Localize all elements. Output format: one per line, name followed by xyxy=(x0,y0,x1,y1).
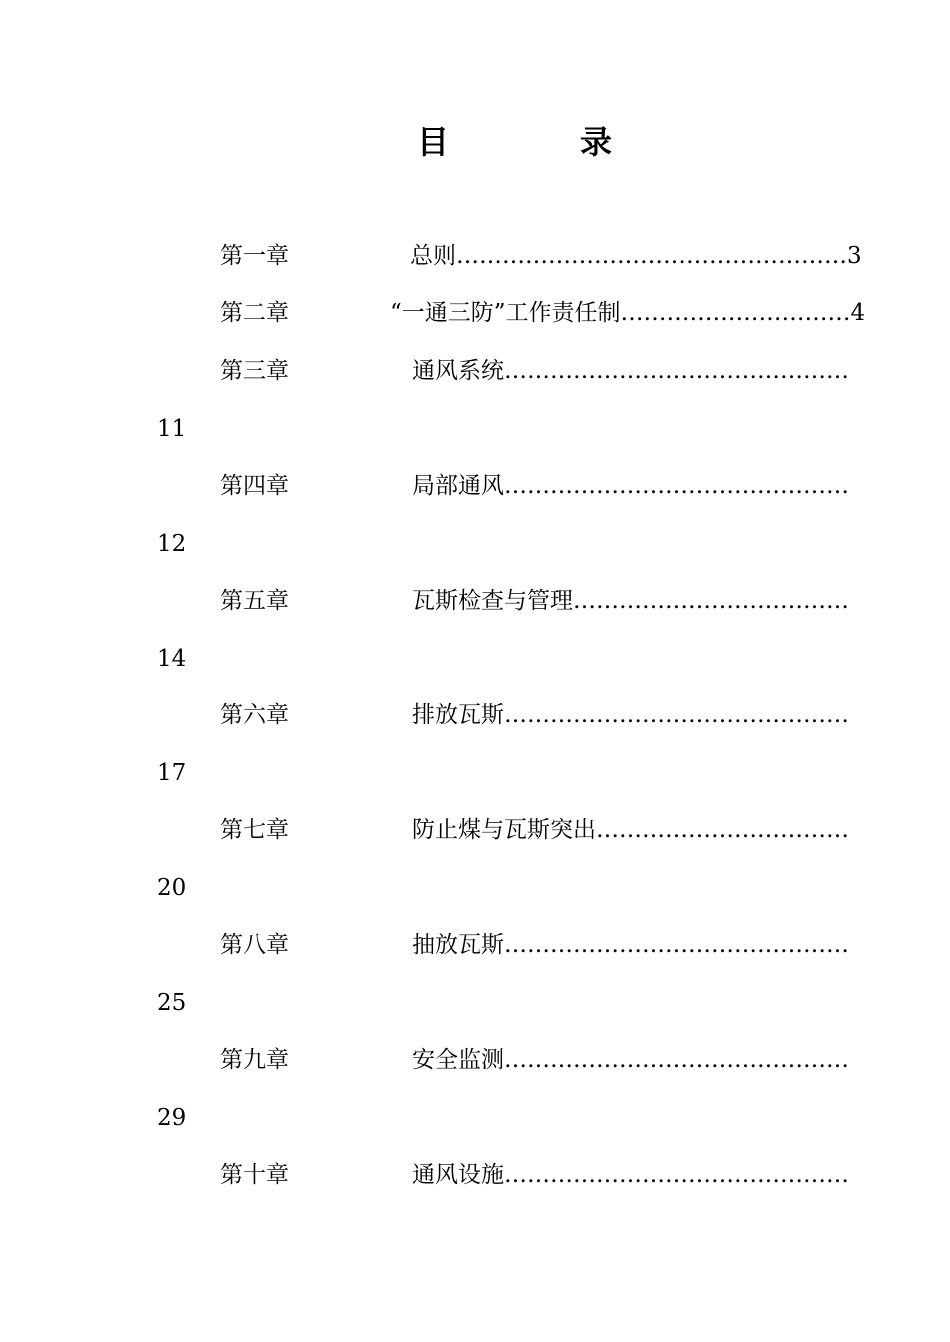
toc-entry xyxy=(0,1157,950,1193)
page-number: 4 xyxy=(850,300,866,326)
chapter-number: 第四章 xyxy=(220,473,289,499)
overflow-page-number: 25 xyxy=(157,990,187,1016)
leader-dots: ……………………………………… xyxy=(504,1162,849,1188)
overflow-page-number: 29 xyxy=(157,1105,187,1131)
toc-entry xyxy=(0,238,950,274)
page-number: 3 xyxy=(847,243,862,269)
chapter-title xyxy=(412,927,849,963)
chapter-title-text: 总则 xyxy=(410,243,456,269)
leader-dots: ……………………………………… xyxy=(504,702,849,728)
chapter-title-text: 排放瓦斯 xyxy=(412,702,504,728)
chapter-title xyxy=(412,1042,849,1078)
chapter-title xyxy=(412,468,849,504)
chapter-number: 第七章 xyxy=(220,817,289,843)
toc-entry xyxy=(0,927,950,963)
chapter-number: 第六章 xyxy=(220,702,289,728)
leader-dots: ……………………………………… xyxy=(504,473,849,499)
chapter-title xyxy=(412,812,849,848)
toc-title xyxy=(0,120,950,164)
leader-dots: ……………………………… xyxy=(573,588,849,614)
title-char-2: 录 xyxy=(580,123,613,161)
overflow-page-number: 12 xyxy=(157,531,187,557)
leader-dots: ……………………………………… xyxy=(504,1047,849,1073)
chapter-title-text: 通风系统 xyxy=(412,358,504,384)
toc-entry xyxy=(0,295,950,331)
toc-entry xyxy=(0,1042,950,1078)
chapter-number: 第八章 xyxy=(220,932,289,958)
toc-entry xyxy=(0,697,950,733)
chapter-title-text: 安全监测 xyxy=(412,1047,504,1073)
chapter-number: 第一章 xyxy=(220,243,289,269)
overflow-page-number: 11 xyxy=(157,416,187,442)
leader-dots: ………………………… xyxy=(620,300,851,326)
chapter-title-text: 局部通风 xyxy=(412,473,504,499)
chapter-number: 第九章 xyxy=(220,1047,289,1073)
chapter-number: 第五章 xyxy=(220,588,289,614)
overflow-page-number: 20 xyxy=(157,875,187,901)
toc-entry xyxy=(0,468,950,504)
chapter-title-text: 防止煤与瓦斯突出 xyxy=(412,817,596,843)
chapter-number: 第三章 xyxy=(220,358,289,384)
overflow-page-number: 17 xyxy=(157,760,187,786)
chapter-title xyxy=(412,583,849,619)
leader-dots: …………………………… xyxy=(596,817,849,843)
chapter-title-text: 抽放瓦斯 xyxy=(412,932,504,958)
toc-entry xyxy=(0,812,950,848)
chapter-title xyxy=(412,1157,849,1193)
chapter-title-text: 通风设施 xyxy=(412,1162,504,1188)
toc-entry xyxy=(0,353,950,389)
chapter-title xyxy=(412,697,849,733)
chapter-title xyxy=(390,295,865,331)
toc-entry xyxy=(0,583,950,619)
leader-dots: ……………………………………… xyxy=(504,358,849,384)
overflow-page-number: 14 xyxy=(157,646,187,672)
leader-dots: …………………………………………… xyxy=(456,243,847,269)
chapter-number: 第十章 xyxy=(220,1162,289,1188)
chapter-title xyxy=(412,353,849,389)
chapter-title-text: 瓦斯检查与管理 xyxy=(412,588,573,614)
chapter-title xyxy=(410,238,862,274)
leader-dots: ……………………………………… xyxy=(504,932,849,958)
chapter-title-text: “一通三防”工作责任制 xyxy=(390,300,621,326)
title-char-1: 目 xyxy=(417,123,450,161)
chapter-number: 第二章 xyxy=(220,300,289,326)
